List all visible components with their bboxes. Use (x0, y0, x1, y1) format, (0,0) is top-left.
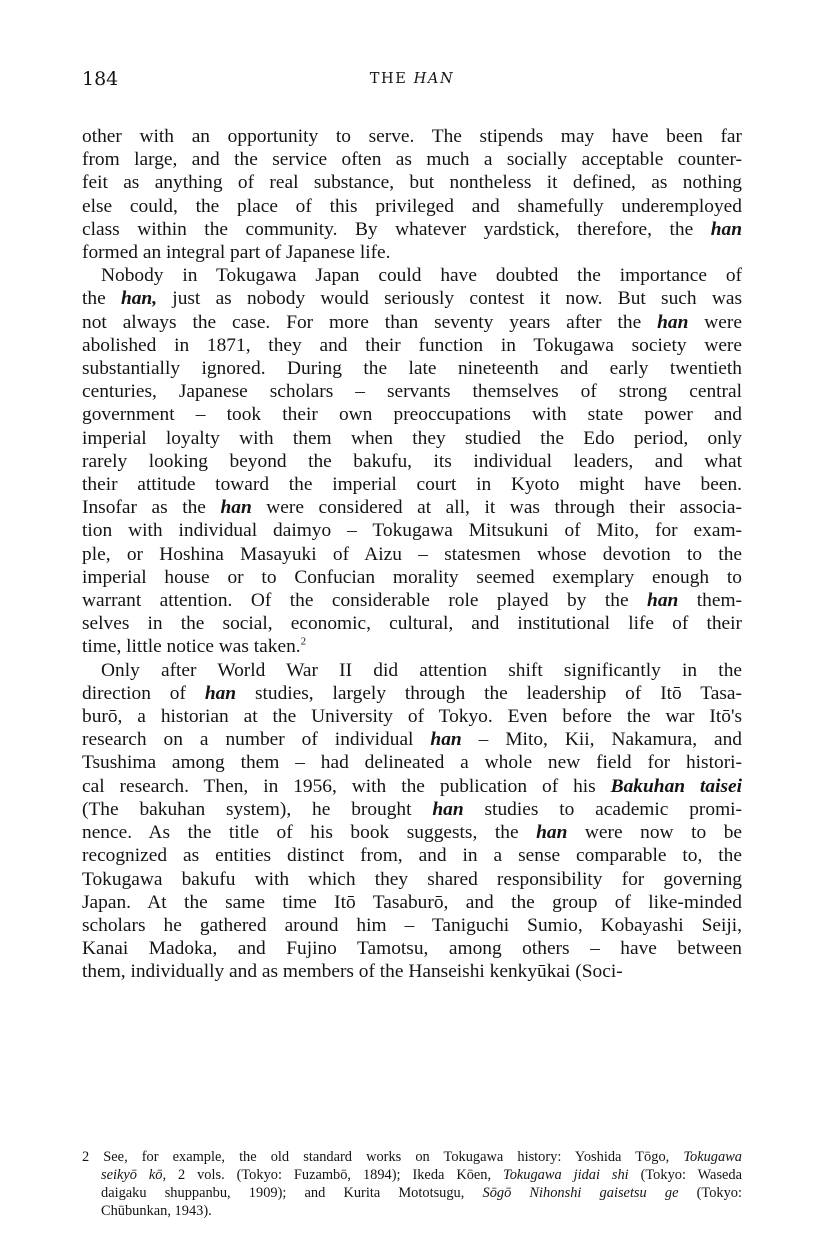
text-run: daigaku shuppanbu, 1909); and Kurita Mototsugu, (101, 1185, 483, 1201)
text-run: government – took their own preoccupations with state power and (82, 404, 742, 426)
italic-text: han (432, 798, 464, 820)
text-run: were now to be (567, 822, 743, 844)
text-line (82, 798, 742, 821)
text-line (82, 403, 742, 426)
text-run: research on a number of individual (82, 729, 431, 751)
text-line (82, 357, 742, 380)
text-line (82, 473, 742, 496)
text-run: studies, largely through the leadership of Itō Tasa- (236, 682, 742, 704)
text-run: them, individually and as members of the Hanseishi kenkyūkai (Soci- (82, 961, 623, 983)
italic-text: Sōgō Nihonshi gaisetsu ge (482, 1185, 679, 1201)
text-run: imperial loyalty with them when they studied the Edo period, only (82, 427, 742, 449)
text-run: tion with individual daimyo – Tokugawa Mitsukuni of Mito, for exam- (82, 520, 742, 542)
text-run: nence. As the title of his book suggests, the (82, 822, 537, 844)
page-number: 184 (82, 68, 119, 90)
text-line (82, 125, 742, 148)
italic-text: han (647, 590, 679, 612)
italic-text: Bakuhan taisei (610, 775, 742, 797)
text-run: Tokugawa bakufu with which they shared responsibility for governing (82, 868, 742, 890)
text-run: 2 See, for example, the old standard works on Tokugawa history: Yoshida Tōgo, (82, 1149, 684, 1165)
text-run: just as nobody would seriously contest it now. But such was (157, 288, 742, 310)
footnote-line (82, 1184, 742, 1202)
text-line (82, 334, 742, 357)
text-line (82, 264, 742, 287)
running-head (82, 68, 742, 87)
text-line (82, 891, 742, 914)
text-line (82, 635, 742, 658)
text-run: burō, a historian at the University of Tokyo. Even before the war Itō's (82, 706, 742, 728)
text-run: rarely looking beyond the bakufu, its individual leaders, and what (82, 450, 742, 472)
text-run: Only after World War II did attention shift significantly in the (101, 659, 742, 681)
text-run: the (82, 288, 121, 310)
running-head-italic: HAN (413, 71, 455, 87)
italic-text: han (657, 311, 689, 333)
text-run: Japan. At the same time Itō Tasaburō, and the group of like-minded (82, 891, 742, 913)
text-run: (Tokyo: (678, 1185, 742, 1201)
text-line (82, 566, 742, 589)
text-line (82, 195, 742, 218)
text-run: abolished in 1871, they and their function in Tokugawa society were (82, 334, 742, 356)
footnote-line (82, 1148, 742, 1166)
text-line (82, 937, 742, 960)
italic-text: han (204, 682, 237, 704)
text-line (82, 148, 742, 171)
text-line (82, 241, 742, 264)
book-page (82, 68, 743, 1219)
text-run: Insofar as the (82, 497, 221, 519)
text-line (82, 960, 742, 983)
text-run: 2 vols. (Tokyo: Fuzambō, 1894); Ikeda Kōen, (166, 1167, 504, 1183)
text-run: substantially ignored. During the late nineteenth and early twentieth (82, 358, 742, 380)
text-run: time, little notice was taken. (82, 636, 301, 658)
paragraph-1 (82, 125, 742, 264)
text-run: Tsushima among them – had delineated a whole new field for histori- (82, 752, 742, 774)
text-run: (The bakuhan system), he brought (82, 798, 433, 820)
text-line (82, 519, 742, 542)
text-line (82, 612, 742, 635)
text-run: were considered at all, it was through their associa- (251, 497, 742, 519)
text-run: not always the case. For more than seventy years after the (82, 311, 658, 333)
footnote-ref: 2 (300, 636, 307, 648)
text-run: else could, the place of this privileged and shamefully underemployed (82, 195, 742, 217)
text-run: Nobody in Tokugawa Japan could have doubted the importance of (101, 265, 742, 287)
text-line (82, 589, 742, 612)
text-line (82, 751, 742, 774)
text-line (82, 868, 742, 891)
text-line (82, 496, 742, 519)
text-run: direction of (82, 682, 205, 704)
text-line (82, 844, 742, 867)
text-line (82, 821, 742, 844)
text-run: recognized as entities distinct from, and in a sense comparable to, the (82, 845, 742, 867)
text-run: Kanai Madoka, and Fujino Tamotsu, among others – have between (82, 938, 742, 960)
text-line (82, 682, 742, 705)
text-line (82, 380, 742, 403)
text-run: them- (678, 590, 742, 612)
text-line (82, 311, 742, 334)
text-line (82, 705, 742, 728)
text-run: formed an integral part of Japanese life. (82, 242, 391, 264)
text-run: cal research. Then, in 1956, with the publication of his (82, 775, 611, 797)
italic-text: han (430, 729, 462, 751)
italic-text: Tokugawa (683, 1149, 742, 1165)
footnote-line (82, 1202, 742, 1220)
text-run: other with an opportunity to serve. The stipends may have been far (82, 126, 742, 147)
text-run: feit as anything of real substance, but nontheless it defined, as nothing (82, 172, 742, 194)
page-header (82, 68, 742, 98)
text-run: class within the community. By whatever yardstick, therefore, the (82, 218, 711, 240)
text-run: studies to academic promi- (463, 798, 743, 820)
text-run: ple, or Hoshina Masayuki of Aizu – statesmen whose devotion to the (82, 543, 742, 565)
text-run: selves in the social, economic, cultural, and institutional life of their (82, 613, 742, 635)
text-line (82, 171, 742, 194)
text-line (82, 728, 742, 751)
italic-text: seikyō kō, (101, 1167, 167, 1183)
text-run: were (688, 311, 742, 333)
paragraph-2 (82, 264, 742, 658)
italic-text: Tokugawa jidai shi (503, 1167, 629, 1183)
text-run: Chūbunkan, 1943). (101, 1203, 212, 1219)
text-line (82, 659, 742, 682)
text-run: (Tokyo: Waseda (628, 1167, 743, 1183)
text-run: their attitude toward the imperial court in Kyoto might have been. (82, 474, 742, 496)
text-line (82, 543, 742, 566)
running-head-prefix: THE (369, 71, 414, 87)
text-run: warrant attention. Of the considerable role played by the (82, 590, 648, 612)
text-line (82, 450, 742, 473)
paragraph-3 (82, 659, 742, 984)
body-text (82, 125, 742, 984)
footnote-2 (82, 1148, 742, 1220)
italic-text: han, (120, 288, 158, 310)
text-line (82, 775, 742, 798)
italic-text: han (710, 218, 742, 240)
italic-text: han (536, 822, 568, 844)
text-line (82, 427, 742, 450)
text-line (82, 218, 742, 241)
text-line (82, 287, 742, 310)
text-run: centuries, Japanese scholars – servants themselves of strong central (82, 381, 742, 403)
text-run: from large, and the service often as much a socially acceptable counter- (82, 149, 742, 171)
footnote-line (82, 1166, 742, 1184)
italic-text: han (220, 497, 252, 519)
text-run: – Mito, Kii, Nakamura, and (461, 729, 743, 751)
text-line (82, 914, 742, 937)
text-run: scholars he gathered around him – Taniguchi Sumio, Kobayashi Seiji, (82, 914, 742, 936)
text-run: imperial house or to Confucian morality seemed exemplary enough to (82, 566, 742, 588)
